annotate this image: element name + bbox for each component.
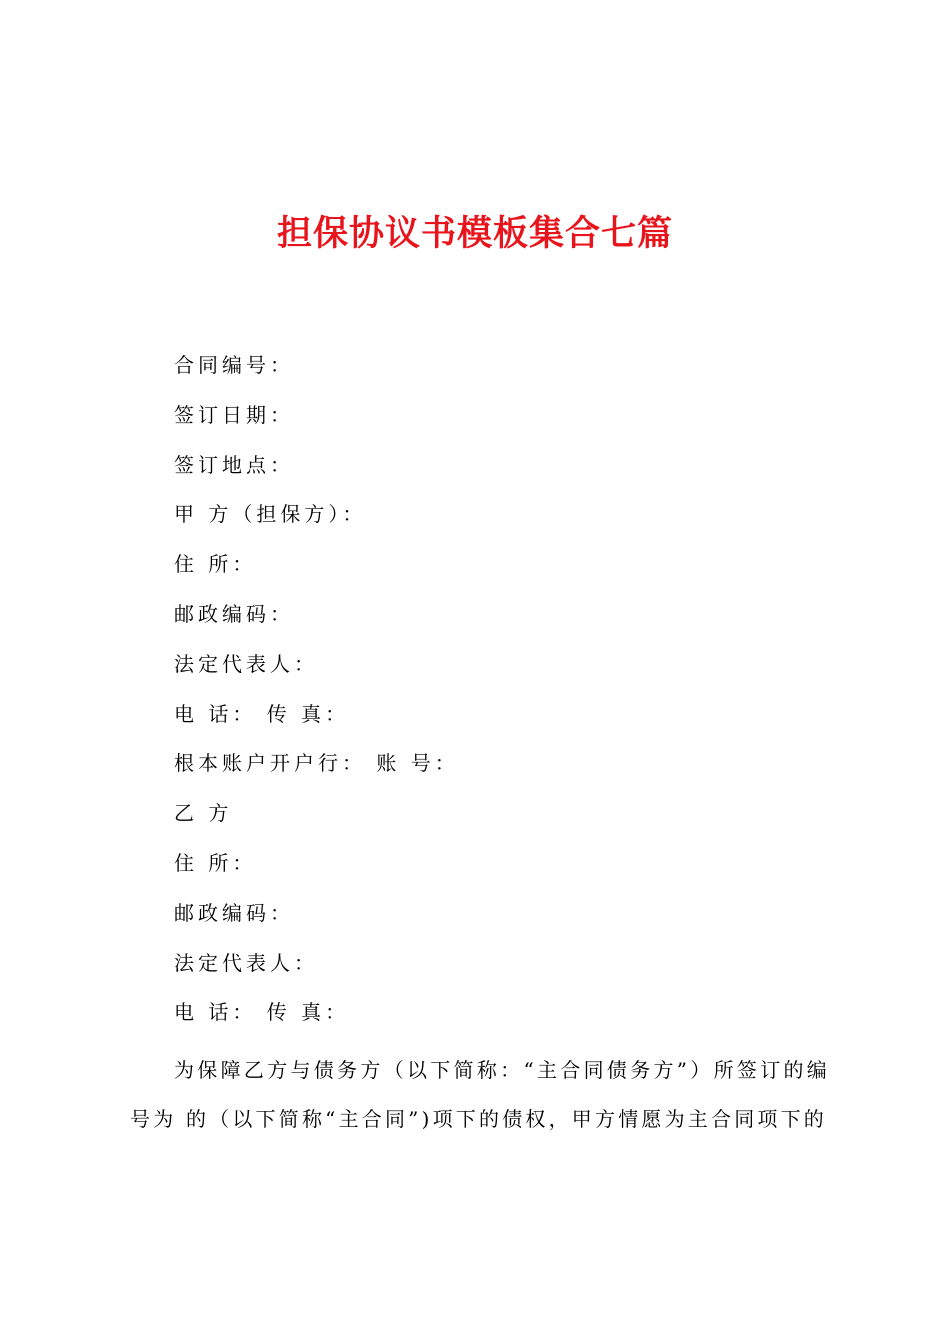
field-party-a-phone-fax: 电 话： 传 真： — [174, 701, 350, 726]
field-contract-number: 合同编号： — [174, 353, 294, 377]
field-party-a-address: 住 所： — [174, 552, 257, 577]
field-party-b: 乙 方 — [174, 801, 233, 826]
field-party-a-postcode: 邮政编码： — [174, 601, 294, 626]
field-party-a: 甲 方（担保方）： — [174, 502, 367, 527]
body-paragraph: 为保障乙方与债务方（以下简称：“主合同债务方”）所签订的编号为 的（以下简称“主合同”)项下的债权，甲方情愿为主合同项下的 — [130, 1058, 830, 1131]
field-party-b-legal-rep: 法定代表人： — [174, 950, 318, 975]
field-party-a-bank-account: 根本账户开户行： 账 号： — [174, 751, 459, 776]
field-party-b-postcode: 邮政编码： — [174, 900, 294, 925]
document-title: 担保协议书模板集合七篇 — [276, 213, 673, 254]
field-sign-date: 签订日期： — [174, 402, 294, 427]
contract-fields — [174, 350, 834, 1047]
field-party-a-legal-rep: 法定代表人： — [174, 651, 318, 676]
field-party-b-address: 住 所： — [174, 850, 257, 875]
field-party-b-phone-fax: 电 话： 传 真： — [174, 1000, 350, 1025]
field-sign-place: 签订地点： — [174, 452, 294, 477]
